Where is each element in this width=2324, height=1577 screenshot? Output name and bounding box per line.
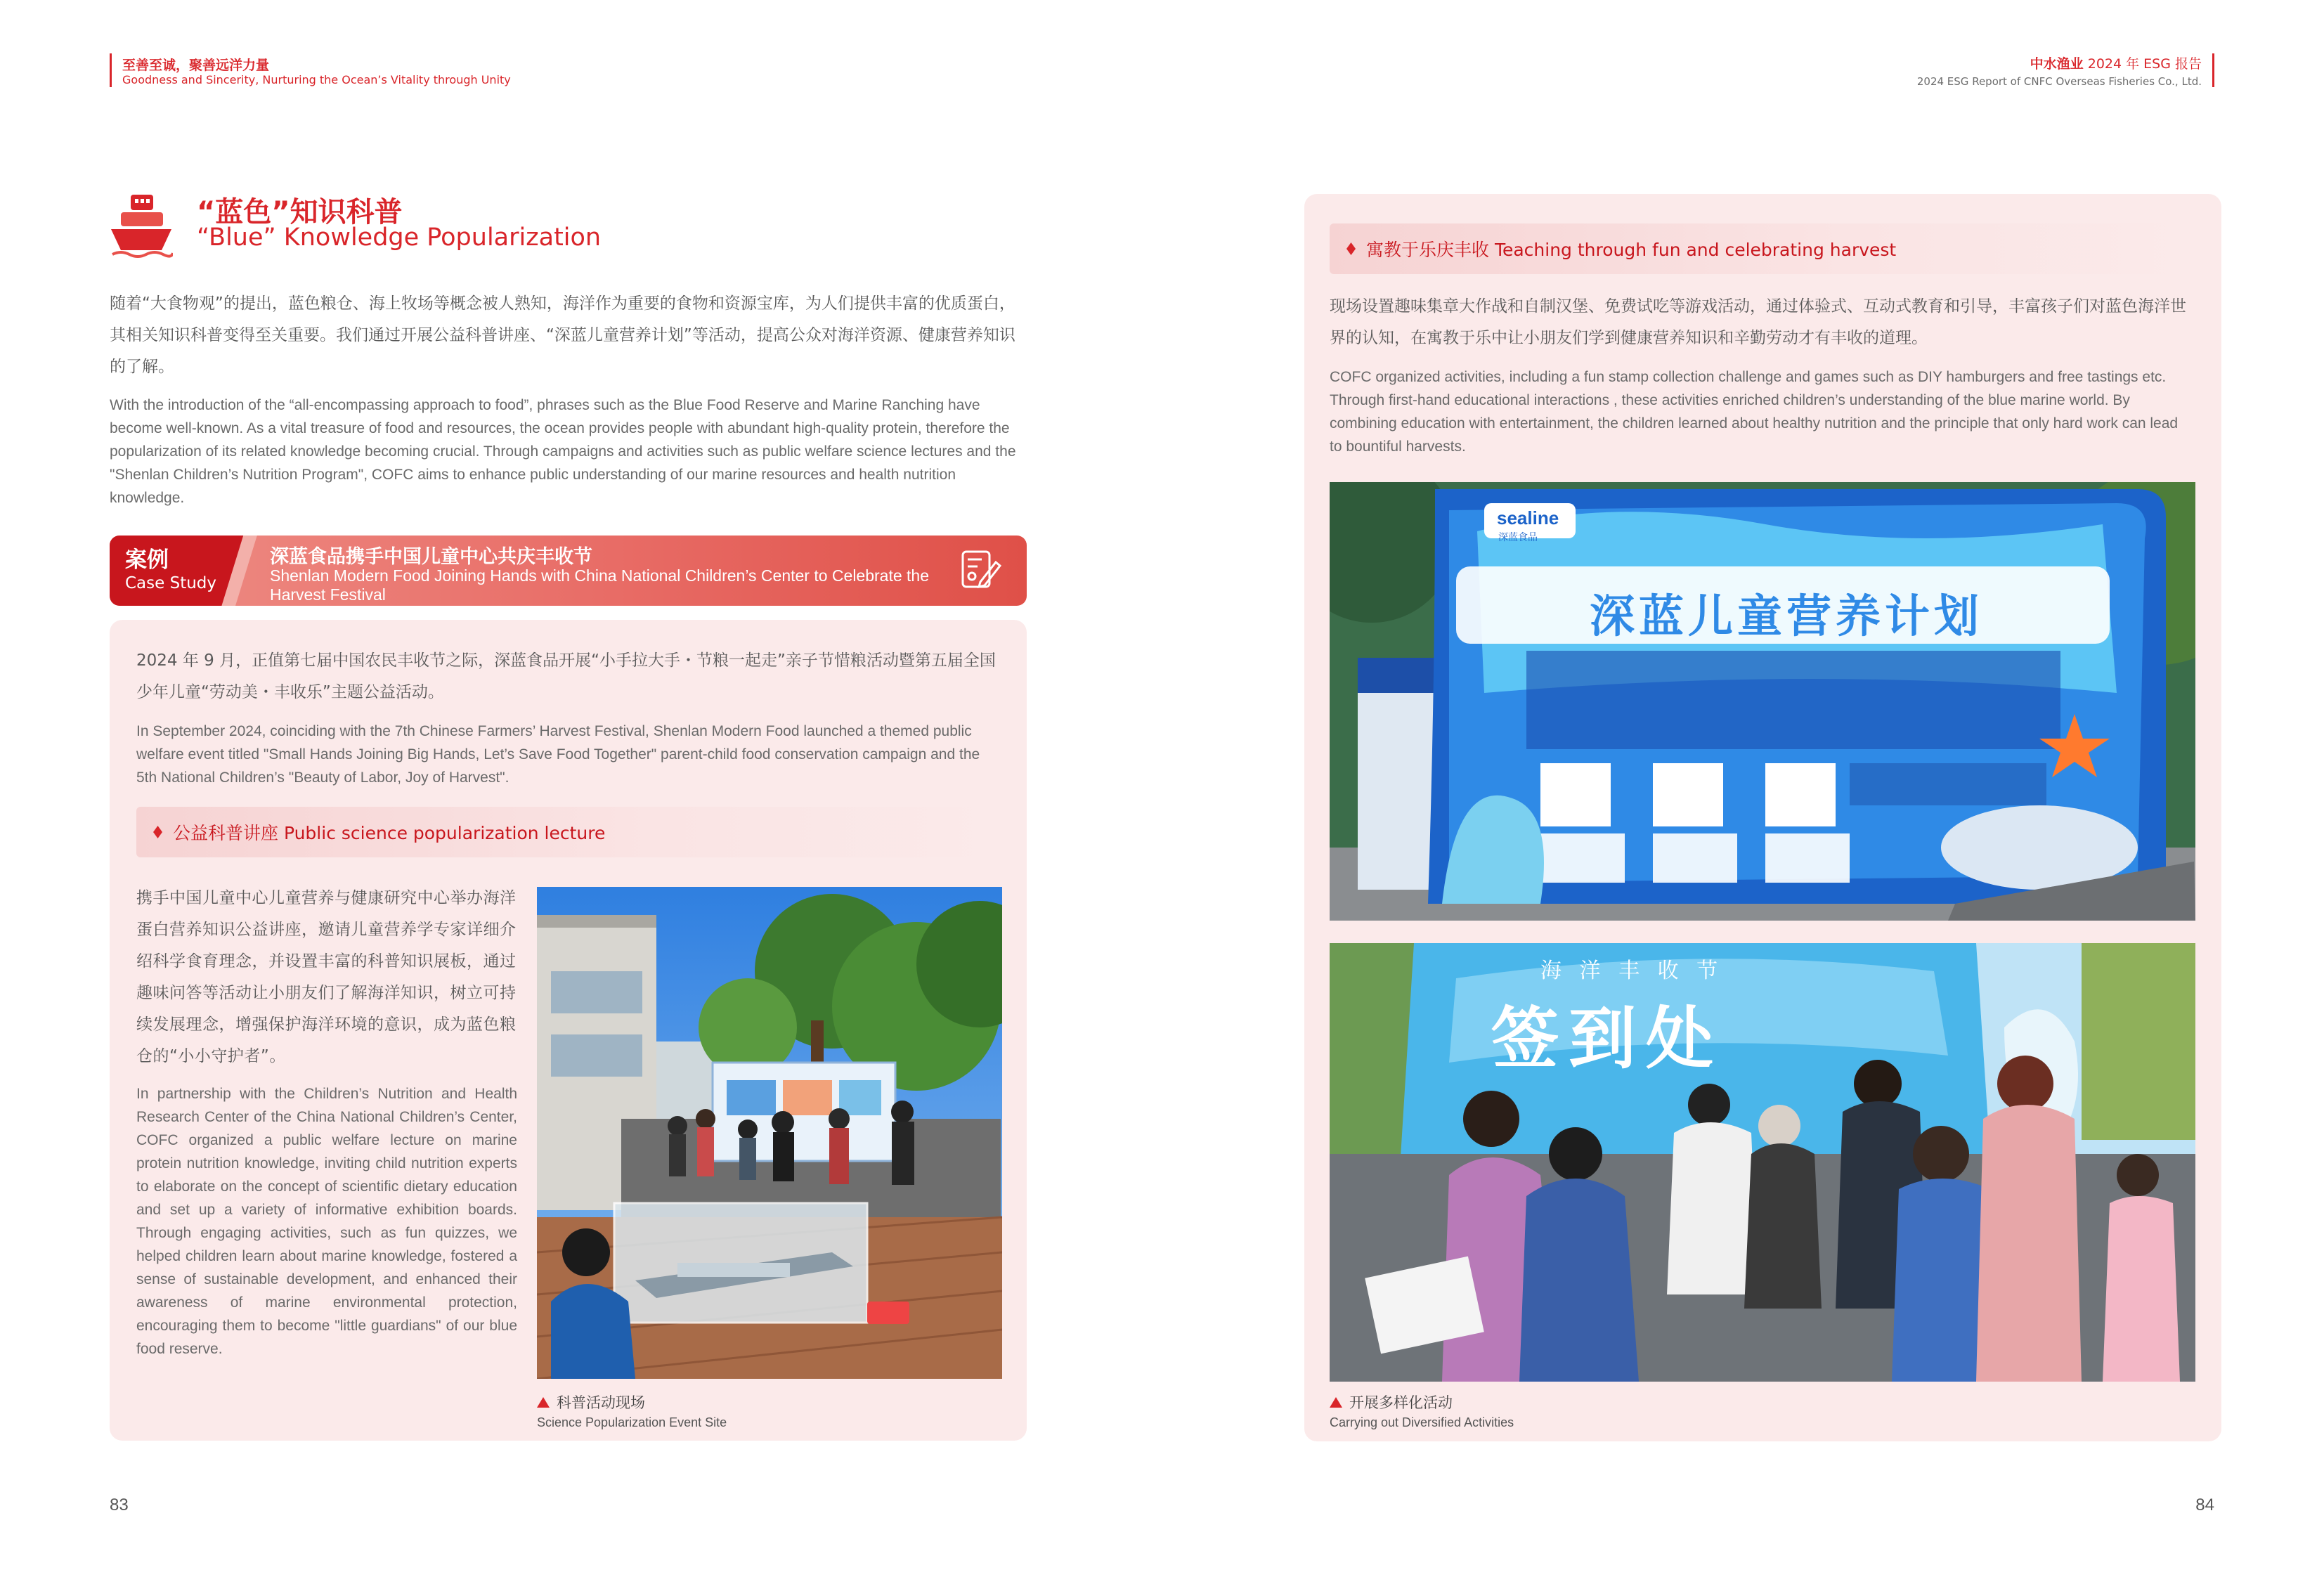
sign-big-text: 签到处 xyxy=(1491,999,1723,1078)
harvest-text-en: COFC organized activities, including a fun stamp collection challenge and games such as DIY hamburgers and free tastings etc. Through first-hand educational interactions , these activities enriched children’s understanding of the blue marine world. By combining education with entertainment, the children learned about healthy nutrition and the principle that only hard work can lead to bountiful harvests. xyxy=(1330,369,2179,455)
photo-nutrition-board xyxy=(1330,482,2195,921)
photo2-caption-en: Carrying out Diversified Activities xyxy=(1330,1415,1514,1429)
section-title-cn: “蓝色”知识科普 xyxy=(197,196,403,228)
case-title-cn: 深蓝食品携手中国儿童中心共庆丰收节 xyxy=(270,546,592,568)
lecture-text-cn: 携手中国儿童中心儿童营养与健康研究中心举办海洋蛋白营养知识公益讲座，邀请儿童营养学专家详细介绍科学食育理念，并设置丰富的科普知识展板，通过趣味问答等活动让小朋友们了解海洋知识，树立可持续发展理念，增强保护海洋环境的意识，成为蓝色粮仓的“小小守护者”。 xyxy=(136,889,517,1065)
header-company: 中水渔业 xyxy=(2030,56,2084,72)
board-title: 深蓝儿童营养计划 xyxy=(1590,591,1983,643)
header-report-en: 2024 ESG Report of CNFC Overseas Fisheries Co., Ltd. xyxy=(1916,75,2202,88)
case-tag-en: Case Study xyxy=(125,574,217,592)
section-title-en: “Blue” Knowledge Popularization xyxy=(197,223,602,252)
case-study-banner xyxy=(110,536,1027,606)
header-left-rule xyxy=(110,53,112,87)
header-slogan-cn: 至善至诚，聚善远洋力量 xyxy=(122,58,270,73)
ship-icon xyxy=(110,191,173,258)
case-document-icon xyxy=(961,550,1001,592)
header-report-title xyxy=(1917,53,2202,88)
photo2-caption-cn xyxy=(1330,1391,1453,1413)
case-tag-cn: 案例 xyxy=(125,547,169,573)
section-intro-en: With the introduction of the “all-encompassing approach to food”, phrases such as the Blue Food Reserve and Marine Ranching have become well-known. As a vital treasure of food and resources, the ocean provides people with abundant high-quality protein, therefore the popularization of its related knowledge becoming crucial. Through campaigns and activities such as public welfare science lectures and the "Shenlan Children’s Nutrition Program", COFC aims to enhance public understanding of our marine resources and health nutrition knowledge. xyxy=(110,397,1016,506)
lecture-text-en: In partnership with the Children’s Nutrition and Health Research Center of the China National Children’s Center, COFC organized a public welfare lecture on marine protein nutrition knowledge, inviting child nutrition experts to elaborate on the concept of scientific dietary education and set up a variety of informative exhibition boards. Through engaging activities, such as fun quizzes, we helped children learn about marine knowledge, fostered a sense of sustainable development, and enhanced their awareness of marine environmental protection, encouraging them to become "little guardians" of our blue food reserve. xyxy=(136,1086,517,1357)
harvest-text-cn: 现场设置趣味集章大作战和自制汉堡、免费试吃等游戏活动，通过体验式、互动式教育和引导，丰富孩子们对蓝色海洋世界的认知，在寓教于乐中让小朋友们学到健康营养知识和辛勤劳动才有丰收的道理。 xyxy=(1330,297,2186,347)
harvest-subheading-bar xyxy=(1330,223,2194,274)
photo2-caption-cn-text: 开展多样化活动 xyxy=(1349,1394,1453,1411)
photo-diversified-activities xyxy=(1330,943,2195,1382)
diamond-bullet-icon xyxy=(1346,242,1356,255)
photo1-caption-cn-text: 科普活动现场 xyxy=(557,1394,645,1411)
caption-triangle-icon xyxy=(537,1397,550,1408)
lecture-subheading-bar xyxy=(136,807,1001,857)
header-right-rule xyxy=(2212,53,2214,87)
lecture-subheading: 公益科普讲座 Public science popularization lecture xyxy=(173,823,606,843)
case-title-en: Shenlan Modern Food Joining Hands with China National Children’s Center to Celebrate the Harvest Festival xyxy=(270,566,930,604)
diamond-bullet-icon xyxy=(153,826,162,838)
case-intro-en: In September 2024, coinciding with the 7th Chinese Farmers’ Harvest Festival, Shenlan Modern Food launched a themed public welfare event titled "Small Hands Joining Big Hands, Let’s Save Food Together" parent-child food conservation campaign and the 5th National Children’s "Beauty of Labor, Joy of Harvest". xyxy=(136,723,980,786)
sign-small-text: 海 洋 丰 收 节 xyxy=(1540,959,1724,983)
harvest-subheading: 寓教于乐庆丰收 Teaching through fun and celebrating harvest xyxy=(1366,240,1897,260)
caption-triangle-icon xyxy=(1330,1397,1342,1408)
photo1-caption-cn xyxy=(537,1391,645,1413)
header-report-cn: 2024 年 ESG 报告 xyxy=(2087,56,2202,72)
page-number-right: 84 xyxy=(2195,1495,2214,1514)
board-brand: sealine xyxy=(1497,507,1559,528)
photo1-caption-en: Science Popularization Event Site xyxy=(537,1415,727,1429)
page-number-left: 83 xyxy=(110,1495,129,1514)
section-intro-cn: 随着“大食物观”的提出，蓝色粮仓、海上牧场等概念被人熟知，海洋作为重要的食物和资源宝库，为人们提供丰富的优质蛋白，其相关知识科普变得至关重要。我们通过开展公益科普讲座、“深蓝儿童营养计划”等活动，提高公众对海洋资源、健康营养知识的了解。 xyxy=(110,294,1015,376)
board-brand-cn: 深蓝食品 xyxy=(1498,532,1538,543)
photo-science-event xyxy=(537,887,1002,1379)
header-slogan-en: Goodness and Sincerity, Nurturing the Ocean’s Vitality through Unity xyxy=(122,73,511,86)
case-intro-cn: 2024 年 9 月，正值第七届中国农民丰收节之际，深蓝食品开展“小手拉大手・节粮一起走”亲子节惜粮活动暨第五届全国少年儿童“劳动美・丰收乐”主题公益活动。 xyxy=(136,651,996,701)
